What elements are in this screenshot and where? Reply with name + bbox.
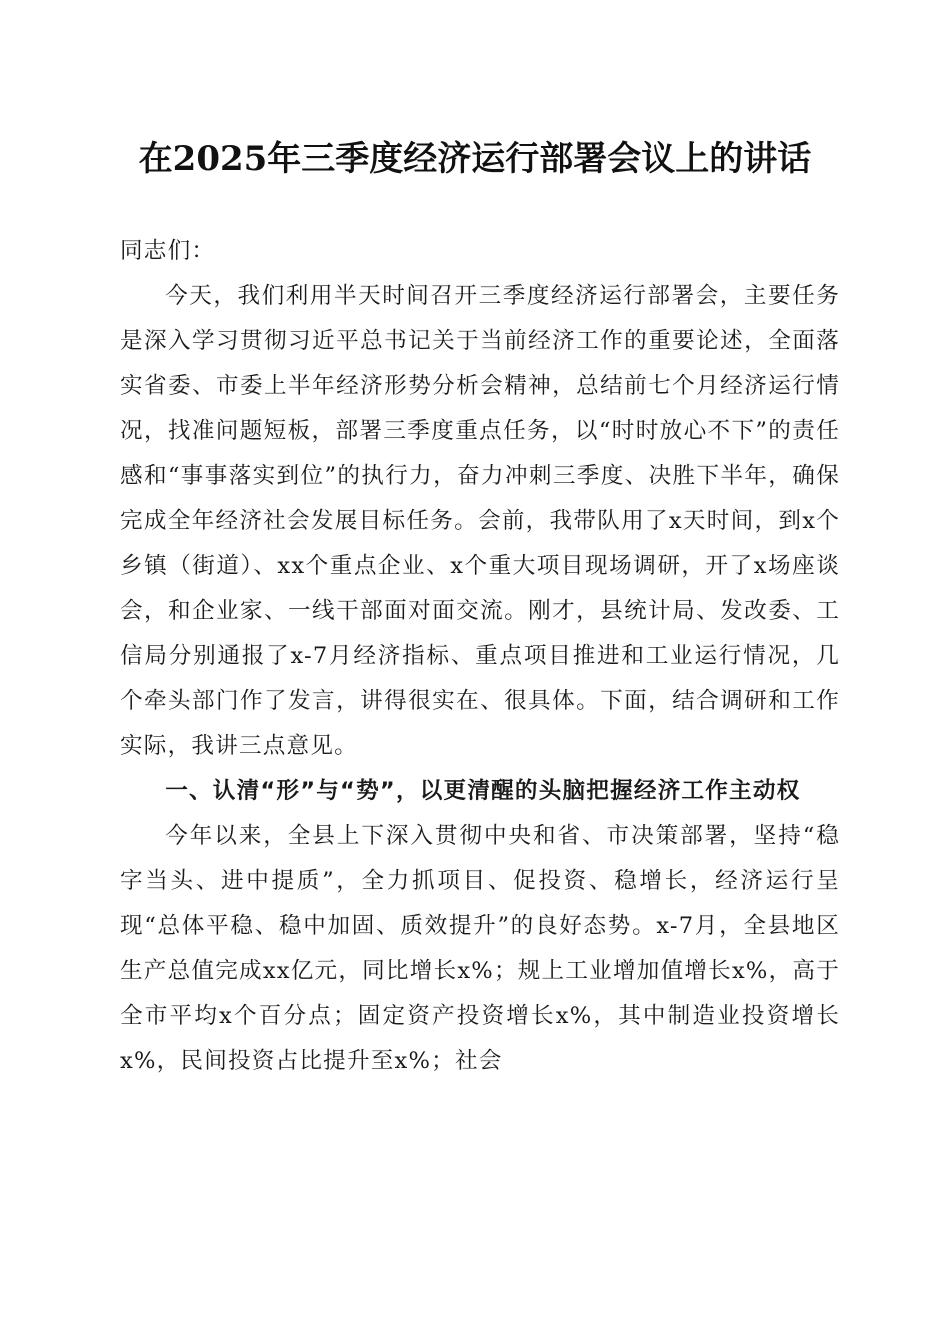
paragraph-section-1: 今年以来，全县上下深入贯彻中央和省、市决策部署，坚持“稳字当头、进中提质”，全力抓项目、促投资、稳增长，经济运行呈现“总体平稳、稳中加固、质效提升”的良好态势。x-7月，全县地区生产总值完成xx亿元，同比增长x%；规上工业增加值增长x%，高于全市平均x个百分点；固定资产投资增长x%，其中制造业投资增长x%，民间投资占比提升至x%；社会 bbox=[120, 823, 840, 1074]
salutation: 同志们： bbox=[120, 238, 216, 264]
section-heading-1: 一、认清“形”与“势”，以更清醒的头脑把握经济工作主动权 bbox=[165, 778, 801, 804]
document-body bbox=[120, 229, 840, 1084]
paragraph-intro: 今天，我们利用半天时间召开三季度经济运行部署会，主要任务是深入学习贯彻习近平总书记关于当前经济工作的重要论述，全面落实省委、市委上半年经济形势分析会精神，总结前七个月经济运行情况，找准问题短板，部署三季度重点任务，以“时时放心不下”的责任感和“事事落实到位”的执行力，奋力冲刺三季度、决胜下半年，确保完成全年经济社会发展目标任务。会前，我带队用了x天时间，到x个乡镇（街道）、xx个重点企业、x个重大项目现场调研，开了x场座谈会，和企业家、一线干部面对面交流。刚才，县统计局、发改委、工信局分别通报了x-7月经济指标、重点项目推进和工业运行情况，几个牵头部门作了发言，讲得很实在、很具体。下面，结合调研和工作实际，我讲三点意见。 bbox=[120, 283, 840, 759]
document-title: 在2025年三季度经济运行部署会议上的讲话 bbox=[138, 139, 812, 179]
